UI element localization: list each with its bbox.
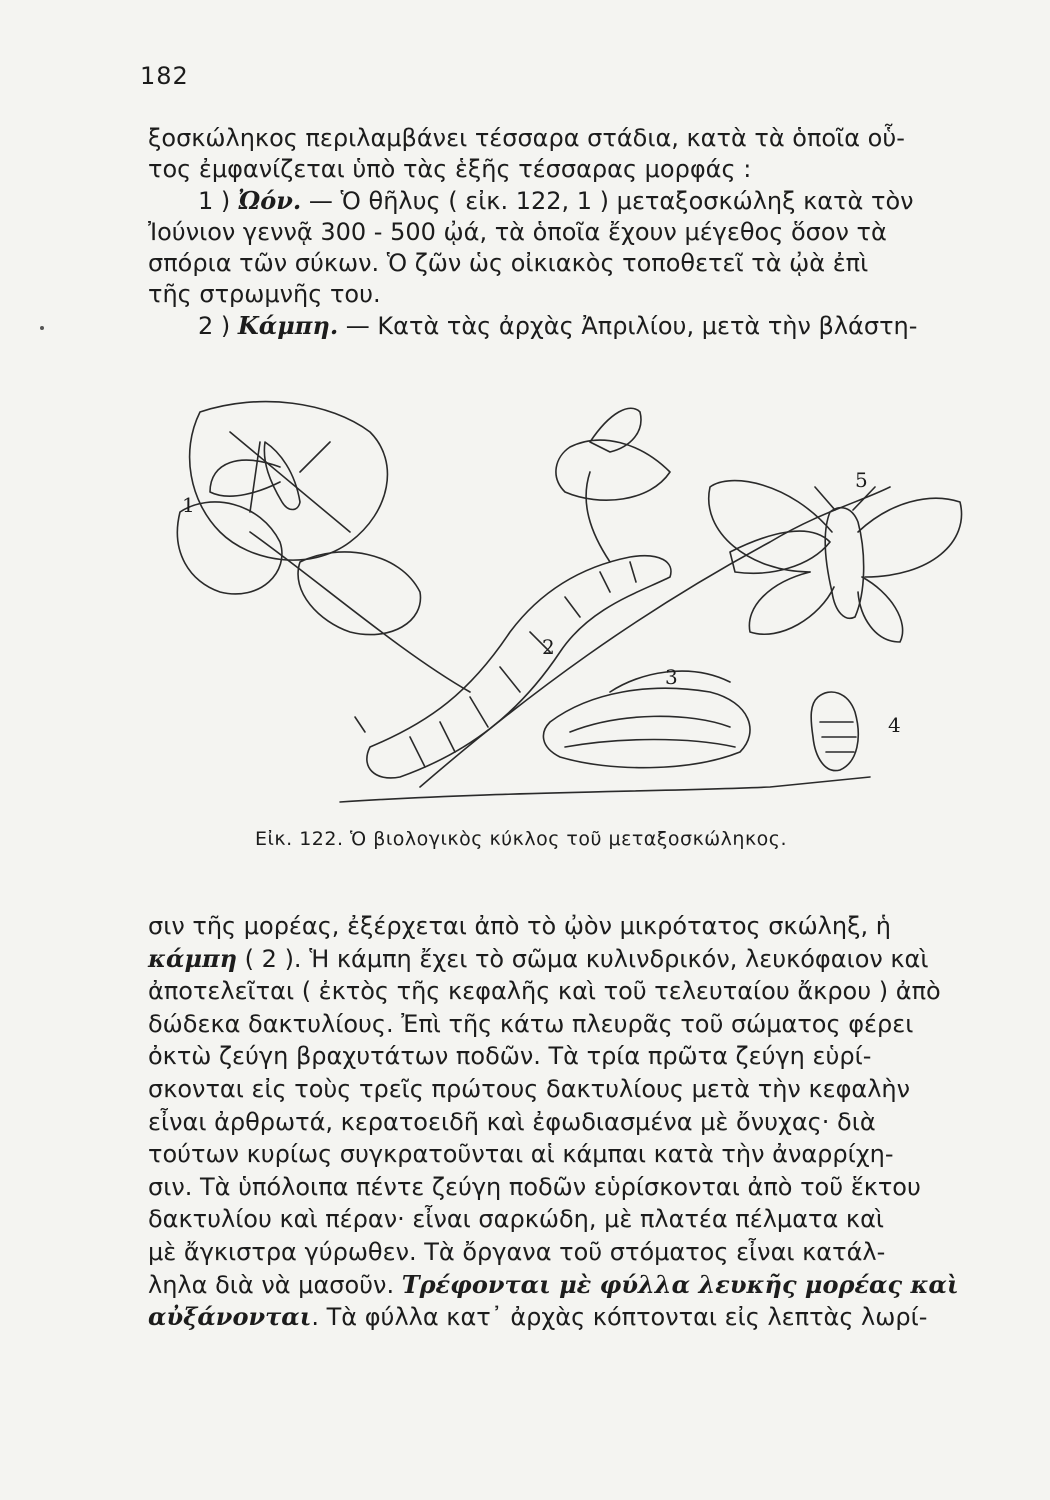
text-fragment: ληλα διὰ νὰ μασοῦν.	[148, 1270, 402, 1299]
item-2-heading	[148, 310, 996, 342]
moth-5-wing-right	[858, 498, 962, 577]
text-line: τούτων κυρίως συγκρατοῦνται αἱ κάμπαι κατὰ τὴν ἀναρρίχη-	[148, 1140, 894, 1169]
text-line: σπόρια τῶν σύκων. Ὁ ζῶν ὡς οἰκιακὸς τοποθετεῖ τὰ ᾠὰ ἐπὶ	[148, 249, 869, 277]
emphasized-phrase: Τρέφονται μὲ φύλλα λευκῆς μορέας καὶ	[401, 1269, 959, 1299]
mulberry-leaf	[590, 408, 641, 452]
text-line: — Ὁ θῆλυς ( εἰκ. 122, 1 ) μεταξοσκώληξ κατὰ τὸν	[301, 187, 914, 215]
text-line: μὲ ἄγκιστρα γύρωθεν. Τὰ ὄργανα τοῦ στόματος εἶναι κατάλ-	[148, 1237, 886, 1266]
text-line: ξοσκώληκος περιλαμβάνει τέσσαρα στάδια, κατὰ τὰ ὁποῖα οὗ-	[148, 124, 905, 152]
moth-5-body	[825, 508, 863, 619]
silkworm-life-cycle-figure	[170, 392, 1010, 822]
caterpillar-segment	[410, 562, 636, 767]
figure-label-2: 2	[542, 635, 555, 659]
moth-5-wing-left-lower	[749, 572, 834, 634]
text-line	[148, 1269, 996, 1302]
moth-5-wing-right-lower	[858, 577, 903, 642]
caterpillar-horn	[355, 717, 365, 732]
text-line: σιν τῆς μορέας, ἐξέρχεται ἀπὸ τὸ ᾠὸν μικρότατος σκώληξ, ἡ	[148, 912, 891, 940]
text-line: — Κατὰ τὰς ἀρχὰς Ἀπριλίου, μετὰ τὴν βλάστη-	[338, 312, 918, 340]
caterpillar-body	[367, 556, 671, 778]
item-1-term: Ὠόν.	[237, 186, 302, 215]
item-1-heading	[148, 185, 996, 217]
text-fragment: . Τὰ φύλλα κατ᾽ ἀρχὰς κόπτονται εἰς λεπτὰς λωρί-	[311, 1303, 928, 1332]
text-line	[148, 1301, 996, 1334]
leaf-vein	[230, 432, 350, 532]
bottom-paragraph	[148, 910, 996, 1334]
mulberry-leaf	[730, 531, 830, 573]
figure-label-4: 4	[888, 713, 901, 737]
text-line: τος ἐμφανίζεται ὑπὸ τὰς ἑξῆς τέσσαρας μορφάς :	[148, 155, 752, 183]
term-kampi: κάμπη	[148, 943, 238, 973]
mulberry-leaf	[556, 440, 670, 500]
text-line: ὀκτὼ ζεύγη βραχυτάτων ποδῶν. Τὰ τρία πρῶτα ζεύγη εὑρί-	[148, 1042, 872, 1071]
branch	[420, 487, 890, 787]
text-line: σκονται εἰς τοὺς τρεῖς πρώτους δακτυλίους μετὰ τὴν κεφαλὴν	[148, 1074, 911, 1103]
page-number: 182	[140, 62, 189, 90]
emphasized-phrase: αὐξάνονται	[148, 1302, 312, 1332]
figure-illustration	[170, 392, 1010, 822]
top-paragraph	[148, 123, 996, 342]
mulberry-leaf	[298, 552, 420, 635]
text-line: δώδεκα δακτυλίους. Ἐπὶ τῆς κάτω πλευρᾶς τοῦ σώματος φέρει	[148, 1009, 914, 1038]
text-line: ἀποτελεῖται ( ἐκτὸς τῆς κεφαλῆς καὶ τοῦ τελευταίου ἄκρου ) ἀπὸ	[148, 977, 941, 1006]
branch	[340, 777, 870, 802]
cocoon-threads	[565, 716, 735, 747]
twig	[586, 472, 610, 562]
pupa	[811, 692, 858, 771]
text-line: δακτυλίου καὶ πέραν· εἶναι σαρκώδη, μὲ πλατέα πέλματα καὶ	[148, 1205, 885, 1234]
pupa-segment	[820, 722, 856, 752]
item-2-term: Κάμπη.	[237, 311, 339, 340]
item-1-number: 1 )	[198, 187, 231, 215]
cocoon	[543, 688, 750, 767]
figure-label-1: 1	[182, 493, 195, 517]
text-line: Ἰούνιον γεννᾷ 300 - 500 ᾠά, τὰ ὁποῖα ἔχουν μέγεθος ὅσον τὰ	[148, 218, 887, 246]
margin-mark	[40, 326, 44, 330]
text-line: σιν. Τὰ ὑπόλοιπα πέντε ζεύγη ποδῶν εὑρίσκονται ἀπὸ τοῦ ἕκτου	[148, 1172, 921, 1201]
figure-label-5: 5	[855, 468, 868, 492]
text-line: τῆς στρωμνῆς του.	[148, 280, 381, 308]
item-2-number: 2 )	[198, 312, 231, 340]
figure-label-3: 3	[665, 665, 678, 689]
text-fragment: ( 2 ). Ἡ κάμπη ἔχει τὸ σῶμα κυλινδρικόν, λευκόφαιον καὶ	[237, 944, 929, 973]
text-line	[148, 943, 996, 976]
figure-caption: Εἰκ. 122. Ὁ βιολογικὸς κύκλος τοῦ μεταξοσκώληκος.	[255, 828, 787, 850]
moth-5-wing-left	[709, 481, 832, 572]
twig	[250, 532, 470, 692]
text-line: εἶναι ἀρθρωτά, κερατοειδῆ καὶ ἐφωδιασμένα μὲ ὄνυχας· διὰ	[148, 1107, 876, 1136]
